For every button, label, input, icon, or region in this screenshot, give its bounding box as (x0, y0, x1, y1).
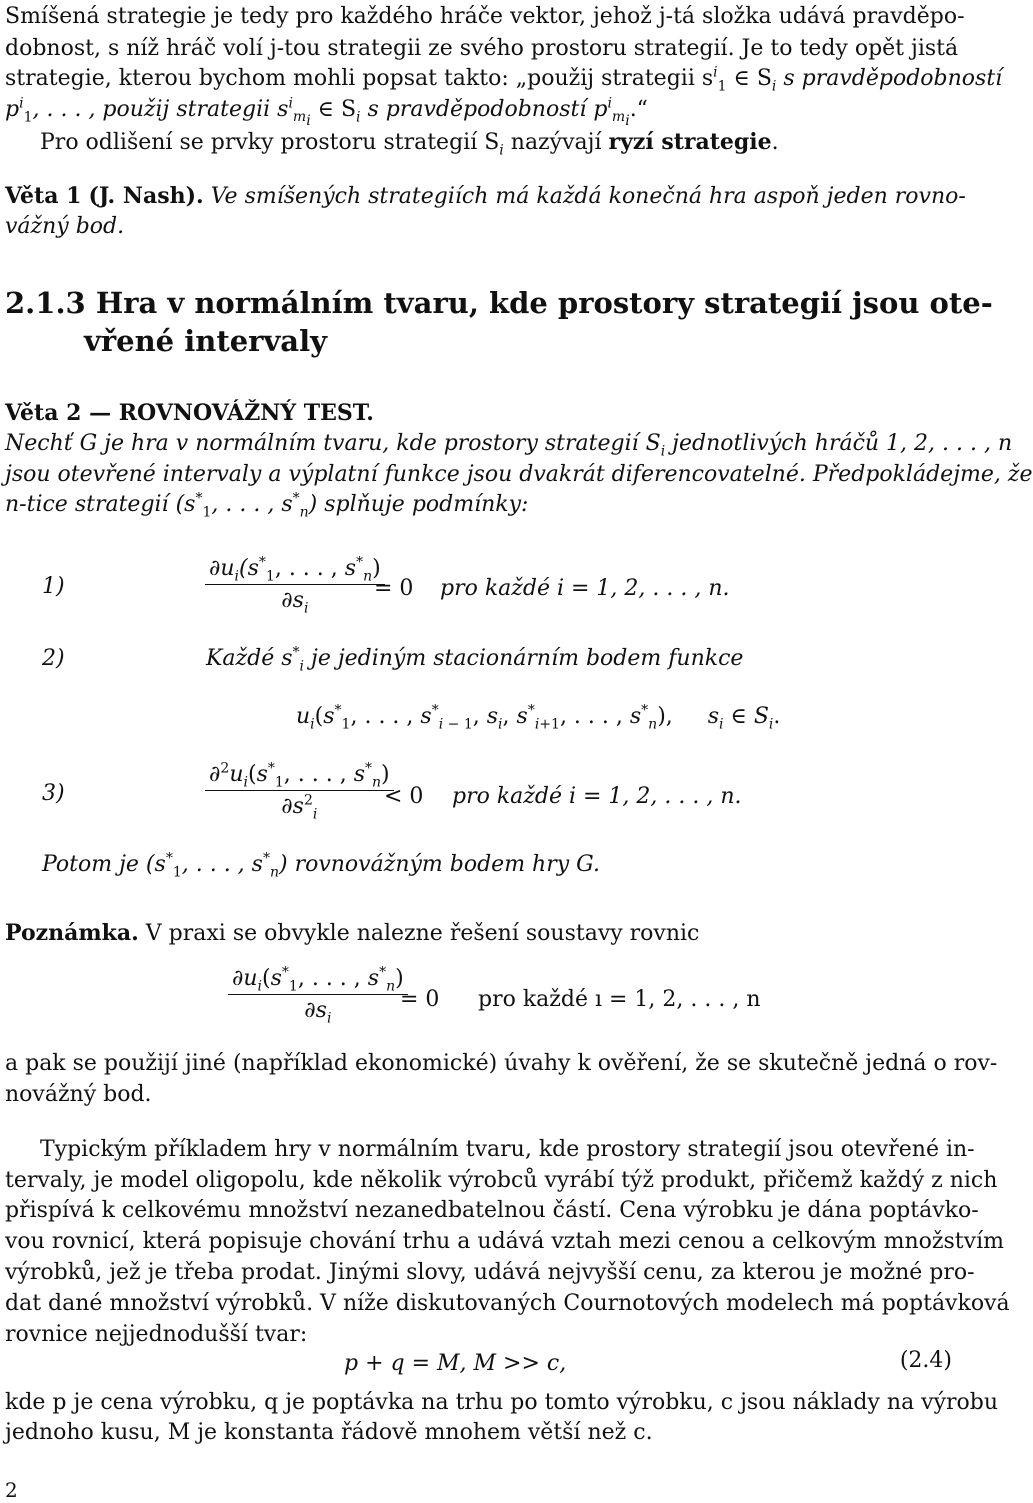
text: ∈ S (726, 66, 772, 91)
text: , . . . , s (181, 852, 263, 877)
equation-2-4: p + q = M, M >> c, (344, 1351, 567, 1376)
text: Nechť G je hra v normálním tvaru, kde prostory strategií S (5, 431, 661, 456)
theorem1-label: Věta 1 (5, 183, 82, 209)
text: n-tice strategií (s (5, 492, 196, 517)
note-line3: novážný bod. (5, 1082, 152, 1107)
page-number: 2 (5, 1478, 18, 1502)
note-tail: pro každé ı = 1, 2, . . . , n (478, 987, 761, 1012)
text: Každé s (206, 646, 293, 671)
text: ) rovnovážným bodem hry G. (279, 852, 600, 877)
section-heading-line2: vřené intervaly (84, 324, 327, 358)
note-line1 (5, 918, 699, 949)
text: .“ (629, 97, 648, 122)
para2-line5: výrobků, jež je třeba prodat. Jinými slovy, udává nejvyšší cenu, za kterou je možné pro- (5, 1260, 975, 1285)
fraction-denominator: $\partial s_i$ (281, 588, 309, 617)
text: , . . . , použij strategii s (32, 97, 289, 122)
text: Potom je (s (42, 852, 166, 877)
text: , . . . , s (211, 492, 293, 517)
text: ) splňuje podmínky: (308, 492, 529, 517)
theorem2-heading (5, 398, 374, 429)
para2-line4: vou rovnicí, která popisuje chování trhu a udává vztah mezi cenou a celkovým množstvím (5, 1229, 1004, 1254)
condition2-text: Každé $s^*_i$ je jediným stacionárním bodem funkce (206, 644, 744, 675)
condition2-label: 2) (42, 646, 65, 671)
term-pure-strategy: ryzí strategie (608, 129, 772, 155)
theorem1-line1 (5, 181, 966, 212)
condition3-label: 3) (42, 781, 65, 806)
para1-line2: dobnost, s níž hráč volí j-tou strategii ze svého prostoru strategií. Je to tedy opět jistá (5, 36, 959, 61)
fraction-numerator: $\partial u_i(s^*_1$, . . . , $s^*_n$) (209, 554, 381, 585)
para2-line1: Typickým příkladem hry v normálním tvaru, kde prostory strategií jsou otevřené in- (40, 1137, 975, 1162)
text: Pro odlišení se prvky prostoru strategií S (40, 130, 500, 155)
para2-line6: dat dané množství výrobků. V níže diskutovaných Cournotových modelech má poptávková (5, 1291, 1010, 1316)
text: ∈ S (310, 97, 357, 122)
theorem2-title: — ROVNOVÁŽNÝ TEST. (81, 400, 374, 426)
theorem2-line3: n-tice strategií ($s^*_1$, . . . , $s^*_n$) splňuje podmínky: (5, 490, 529, 521)
note-fraction (228, 964, 408, 1027)
condition1-tail: pro každé i = 1, 2, . . . , n. (440, 576, 730, 601)
para2-after2: jednoho kusu, M je konstanta řádově mnohem větší než c. (5, 1420, 653, 1445)
condition3-rhs: < 0 (384, 784, 424, 809)
condition3-fraction (205, 760, 394, 823)
note-line2: a pak se použijí jiné (například ekonomické) úvahy k ověření, že se skutečně jedná o rov- (5, 1051, 998, 1076)
text: jednotlivých hráčů 1, 2, . . . , n (665, 431, 1013, 456)
text: p (5, 97, 20, 122)
note-label: Poznámka. (5, 920, 139, 946)
fraction-bar (205, 790, 394, 791)
fraction-denominator: $\partial s^2_i$ (281, 792, 318, 823)
condition1-rhs: = 0 (374, 576, 414, 601)
theorem1-text: Ve smíšených strategiích má každá konečná hra aspoň jeden rovno- (210, 184, 966, 209)
text: s pravděpodobností p (360, 97, 608, 122)
fraction-numerator: $\partial^2u_i(s^*_1$, . . . , $s^*_n$) (209, 760, 390, 791)
text: s pravděpodobností (776, 66, 1003, 91)
text: je jediným stacionárním bodem funkce (304, 646, 744, 671)
conclusion: Potom je ($s^*_1$, . . . , $s^*_n$) rovnovážným bodem hry G. (42, 850, 600, 881)
text: . (771, 130, 779, 155)
theorem1-line2: vážný bod. (5, 214, 125, 239)
para1-line4: $p^i_1$, . . . , použij strategii $s^i_{m_i}$ ∈ $S_i$ s pravděpodobností $p^i_{m_i}.“$ (5, 95, 648, 130)
para2-after1: kde p je cena výrobku, q je poptávka na trhu po tomto výrobku, c jsou náklady na výrobu (5, 1390, 999, 1415)
theorem1-attribution: (J. Nash). (88, 183, 204, 209)
para1-line3: strategie, kterou bychom mohli popsat takto: „použij strategii $s^i_1$ ∈ $S_i$ s pravděpodobností (5, 64, 1003, 95)
fraction-denominator: $\partial s_i$ (304, 998, 332, 1027)
theorem2-label: Věta 2 (5, 400, 82, 426)
theorem2-line1: Nechť G je hra v normálním tvaru, kde prostory strategií $S_i$ jednotlivých hráčů 1, 2, . . . , n (5, 431, 1013, 460)
para2-line2: tervaly, je model oligopolu, kde několik výrobců vyrábí týž produkt, přičemž každý z nich (5, 1168, 998, 1193)
text: V praxi se obvykle nalezne řešení soustavy rovnic (138, 921, 700, 946)
fraction-bar (228, 994, 408, 995)
para2-line7: rovnice nejjednodušší tvar: (5, 1322, 308, 1347)
condition3-tail: pro každé i = 1, 2, . . . , n. (452, 784, 742, 809)
text: strategie, kterou bychom mohli popsat takto: „použij strategii s (5, 66, 714, 91)
equation-number: (2.4) (899, 1348, 952, 1373)
theorem2-line2: jsou otevřené intervaly a výplatní funkce jsou dvakrát diferencovatelné. Předpokládejme, že (5, 462, 1033, 487)
text: nazývají (503, 130, 609, 155)
fraction-bar (205, 584, 385, 585)
para2-line3: přispívá k celkovému množství nezanedbatelnou částí. Cena výrobku je dána poptávko- (5, 1198, 979, 1223)
condition1-label: 1) (42, 574, 65, 599)
condition2-function: $u_i(s^*_1$, . . . , $s^*_{i - 1}$, $s_i$, $s^*_{i+1}$, . . . , $s^*_n$), $s_i$ ∈ $S_i$. (296, 702, 781, 733)
para1-line5: Pro odlišení se prvky prostoru strategií $S_i$ nazývají ryzí strategie. (40, 129, 779, 159)
para1-line1: Smíšená strategie je tedy pro každého hráče vektor, jehož j-tá složka udává pravděpo- (5, 4, 965, 29)
section-heading-line1: 2.1.3 Hra v normálním tvaru, kde prostory strategií jsou ote- (5, 286, 993, 320)
condition1-fraction (205, 554, 385, 617)
note-rhs: = 0 (400, 987, 440, 1012)
fraction-numerator: $\partial u_i(s^*_1$, . . . , $s^*_n$) (232, 964, 404, 995)
